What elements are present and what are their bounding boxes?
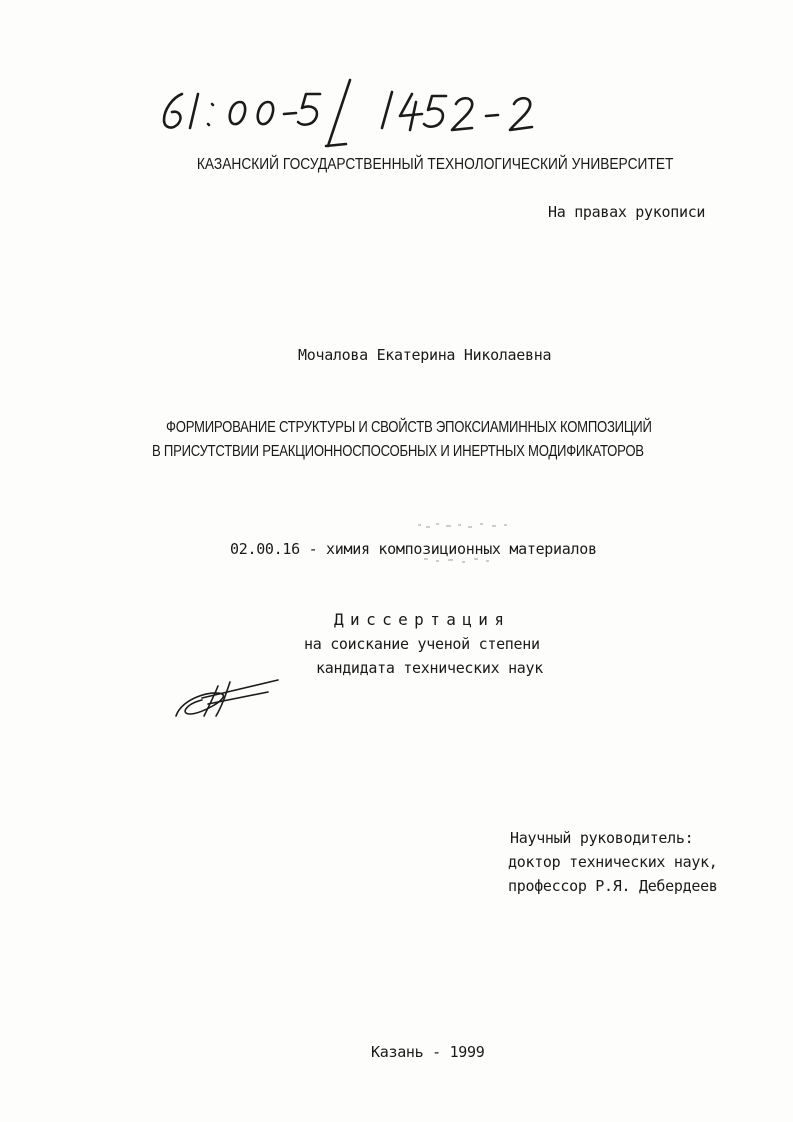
- city-year: Казань - 1999: [371, 1043, 485, 1061]
- degree-purpose: на соискание ученой степени: [304, 635, 540, 653]
- dissertation-title-line-1: ФОРМИРОВАНИЕ СТРУКТУРЫ И СВОЙСТВ ЭПОКСИАМИННЫХ КОМПОЗИЦИЙ: [166, 419, 652, 436]
- advisor-degree: доктор технических наук,: [508, 853, 718, 871]
- signature: [172, 668, 282, 720]
- advisor-label: Научный руководитель:: [510, 829, 694, 847]
- rights-note: На правах рукописи: [548, 203, 706, 221]
- degree-name: кандидата технических наук: [316, 659, 544, 677]
- dissertation-title-line-2: В ПРИСУТСТВИИ РЕАКЦИОННОСПОСОБНЫХ И ИНЕРТНЫХ МОДИФИКАТОРОВ: [152, 443, 644, 460]
- author-name: Мочалова Екатерина Николаевна: [298, 346, 552, 364]
- dissertation-heading: Диссертация: [334, 610, 511, 629]
- specialty-code: 02.00.16 - химия композиционных материалов: [230, 540, 597, 558]
- university-name: КАЗАНСКИЙ ГОСУДАРСТВЕННЫЙ ТЕХНОЛОГИЧЕСКИЙ УНИВЕРСИТЕТ: [196, 156, 674, 173]
- advisor-name: профессор Р.Я. Дебердеев: [508, 877, 718, 895]
- handwritten-archive-code: [150, 72, 570, 152]
